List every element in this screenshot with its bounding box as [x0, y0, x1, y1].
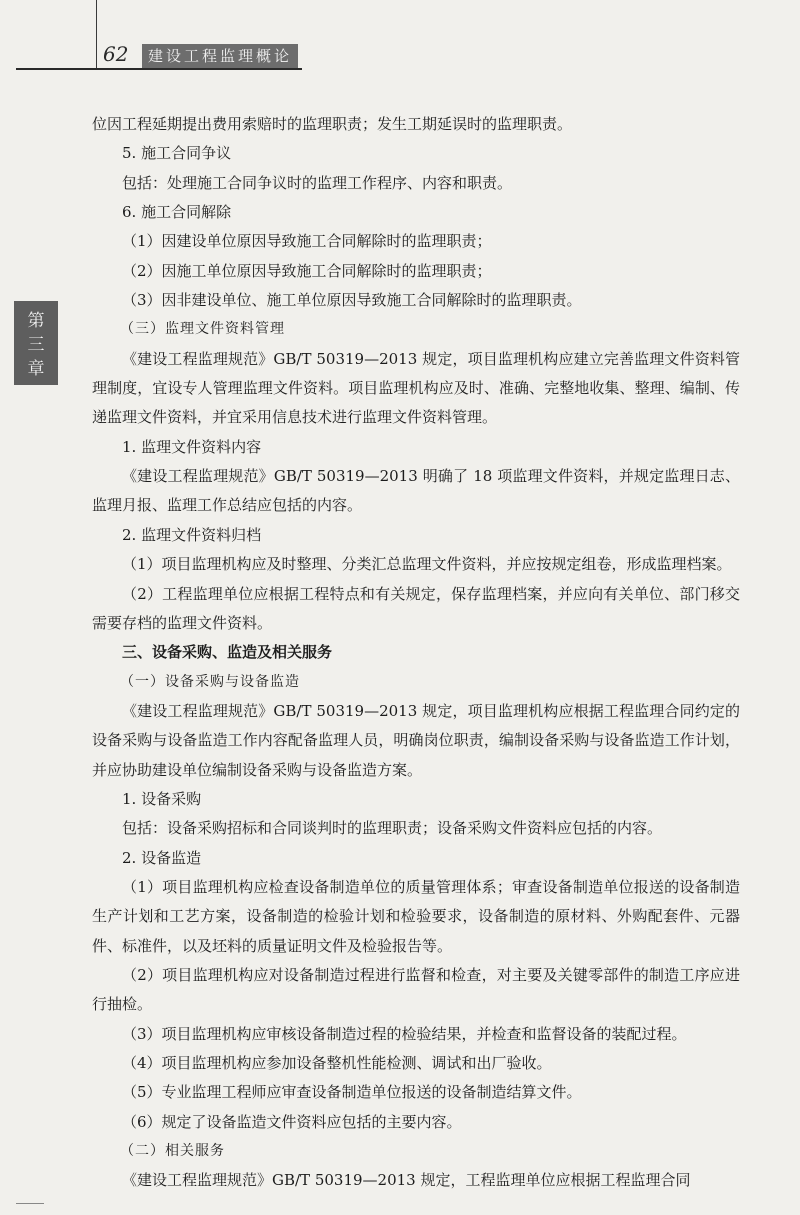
body-text	[92, 110, 740, 1196]
list-item: （2）工程监理单位应根据工程特点和有关规定，保存监理档案，并应向有关单位、部门移交需要存档的监理文件资料。	[92, 584, 740, 632]
paragraph: 《建设工程监理规范》GB/T 50319—2013 规定，项目监理机构应根据工程监理合同约定的设备采购与设备监造工作内容配备监理人员，明确岗位职责，编制设备采购与设备监造工作计划，并应协助建设单位编制设备采购与设备监造方案。	[92, 701, 740, 779]
chapter-section-heading: 三、设备采购、监造及相关服务	[122, 643, 333, 662]
list-item: （1）项目监理机构应检查设备制造单位的质量管理体系；审查设备制造单位报送的设备制造生产计划和工艺方案，设备制造的检验计划和检验要求，设备制造的原材料、外购配套件、元器件、标准件，以及坯料的质量证明文件及检验报告等。	[92, 877, 740, 955]
chapter-tab-char: 第	[27, 311, 45, 331]
paragraph: 《建设工程监理规范》GB/T 50319—2013 规定，项目监理机构应建立完善监理文件资料管理制度，宜设专人管理监理文件资料。项目监理机构应及时、准确、完整地收集、整理、编制、传递监理文件资料，并宜采用信息技术进行监理文件资料管理。	[92, 349, 740, 427]
list-item: （2）项目监理机构应对设备制造过程进行监督和检查，对主要及关键零部件的制造工序应进行抽检。	[92, 965, 740, 1014]
paragraph: 《建设工程监理规范》GB/T 50319—2013 规定，工程监理单位应根据工程监理合同	[122, 1171, 691, 1190]
paragraph: 包括：设备采购招标和合同谈判时的监理职责；设备采购文件资料应包括的内容。	[122, 819, 663, 838]
section-heading: （二）相关服务	[120, 1143, 225, 1160]
list-item: （2）因施工单位原因导致施工合同解除时的监理职责；	[122, 261, 492, 280]
binding-line	[96, 0, 97, 68]
list-item: （3）项目监理机构应审核设备制造过程的检验结果，并检查和监督设备的装配过程。	[122, 1024, 687, 1043]
paragraph: 位因工程延期提出费用索赔时的监理职责；发生工期延误时的监理职责。	[92, 115, 573, 133]
paragraph: 包括：处理施工合同争议时的监理工作程序、内容和职责。	[122, 173, 513, 192]
header-rule	[16, 68, 302, 70]
subheading: 2. 监理文件资料归档	[122, 525, 262, 544]
section-heading: （一）设备采购与设备监造	[120, 673, 300, 690]
section-heading: （三）监理文件资料管理	[120, 321, 285, 338]
paragraph: 《建设工程监理规范》GB/T 50319—2013 明确了 18 项监理文件资料，并规定监理日志、监理月报、监理工作总结应包括的内容。	[92, 467, 740, 515]
chapter-tab-char: 三	[27, 335, 45, 355]
subheading: 5. 施工合同争议	[122, 144, 232, 163]
list-item: （3）因非建设单位、施工单位原因导致施工合同解除时的监理职责。	[122, 291, 582, 310]
list-item: （1）项目监理机构应及时整理、分类汇总监理文件资料，并应按规定组卷，形成监理档案。	[122, 555, 732, 574]
list-item: （5）专业监理工程师应审查设备制造单位报送的设备制造结算文件。	[122, 1083, 582, 1102]
subheading: 1. 设备采购	[122, 789, 202, 808]
subheading: 2. 设备监造	[122, 848, 202, 867]
page-number: 62	[103, 42, 129, 66]
subheading: 6. 施工合同解除	[122, 203, 232, 222]
list-item: （1）因建设单位原因导致施工合同解除时的监理职责；	[122, 232, 492, 251]
subheading: 1. 监理文件资料内容	[122, 437, 262, 456]
page-edge-mark	[16, 1203, 44, 1204]
chapter-tab-char: 章	[27, 359, 45, 379]
list-item: （6）规定了设备监造文件资料应包括的主要内容。	[122, 1112, 462, 1131]
chapter-tab	[14, 301, 58, 385]
list-item: （4）项目监理机构应参加设备整机性能检测、调试和出厂验收。	[122, 1054, 552, 1072]
running-header-title: 建设工程监理概论	[142, 44, 298, 68]
